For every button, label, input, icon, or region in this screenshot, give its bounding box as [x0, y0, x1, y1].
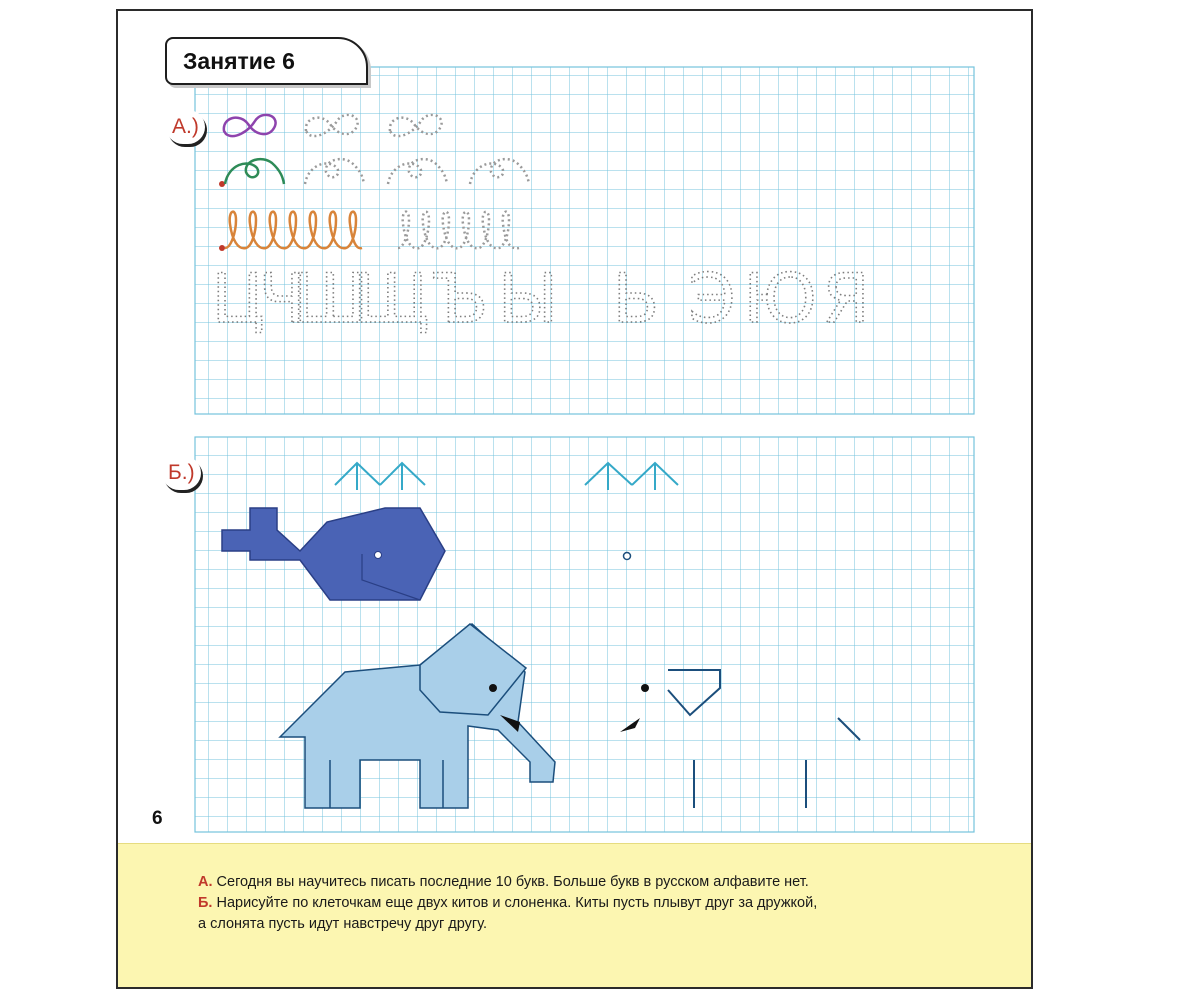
lesson-title-tab	[165, 37, 368, 85]
dotted-letter: Я	[822, 260, 870, 339]
dotted-letter: Ъ	[431, 260, 489, 339]
instruction-a-text: Сегодня вы научитесь писать последние 10 букв. Больше букв в русском алфавите нет.	[216, 874, 809, 890]
dotted-letter: Ч	[258, 260, 306, 339]
dotted-letter: Ы	[498, 260, 558, 339]
instruction-b-text-line1: Нарисуйте по клеточкам еще двух китов и слоненка. Киты пусть плывут друг за дружкой,	[216, 895, 818, 911]
instruction-b-text-line2: а слонята пусть идут навстречу друг другу.	[198, 916, 487, 932]
instruction-b-continued	[198, 914, 1031, 935]
dotted-letter: Ц	[211, 260, 265, 339]
instruction-b	[198, 893, 1031, 914]
dotted-letter: Э	[688, 260, 736, 339]
section-a-label: А.)	[166, 110, 205, 144]
instruction-a-mark: А.	[198, 874, 213, 890]
dotted-letter: Ю	[743, 260, 817, 339]
dotted-letter: Ш	[293, 260, 367, 339]
instruction-a	[198, 872, 1031, 893]
dotted-letter: Щ	[354, 260, 430, 339]
dotted-letter: Ь	[612, 260, 660, 339]
lesson-title: Занятие 6	[183, 47, 295, 74]
dotted-letters-row	[212, 260, 870, 339]
instruction-b-mark: Б.	[198, 895, 213, 911]
instructions-panel	[118, 843, 1031, 987]
page-number: 6	[152, 808, 163, 829]
section-b-label: Б.)	[162, 456, 201, 490]
